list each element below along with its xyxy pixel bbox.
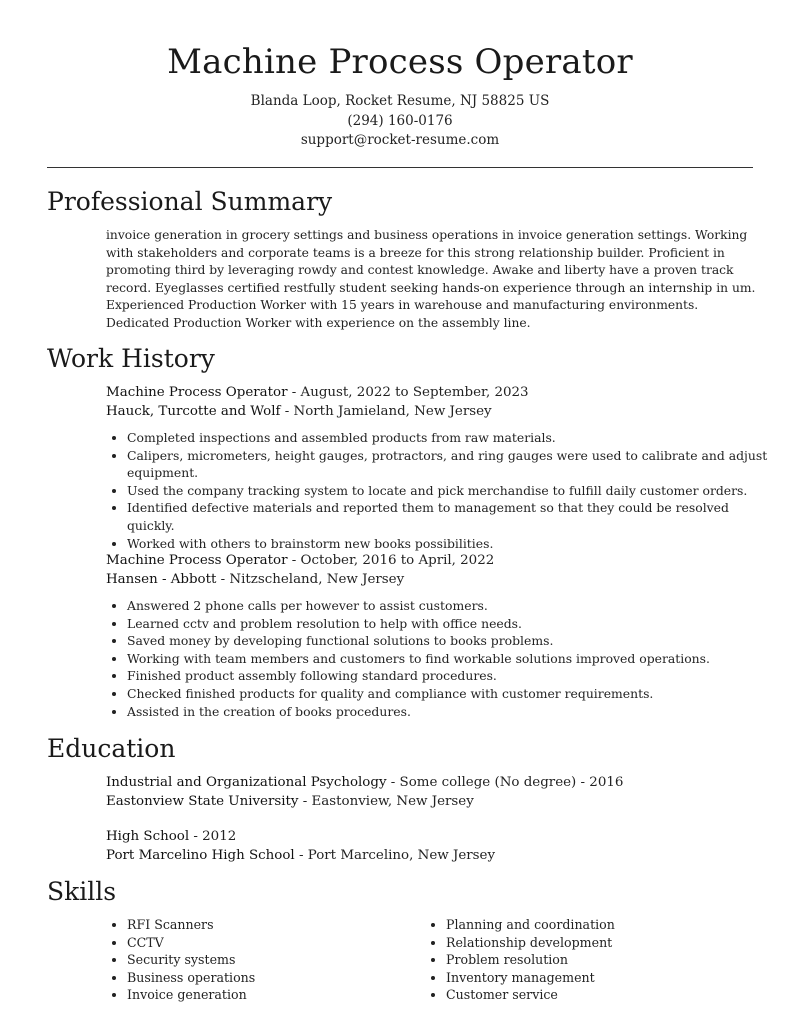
list-item: • Used the company tracking system to locate and pick merchandise to fulfill daily customer orders. <box>127 482 777 500</box>
list-item: • Checked finished products for quality and compliance with customer requirements. <box>127 685 777 703</box>
list-item: • Completed inspections and assembled products from raw materials. <box>127 429 777 447</box>
education-1-header <box>106 773 623 792</box>
summary-text: invoice generation in grocery settings and business operations in invoice generation settings. Working with stakeholders and corporate teams is a breeze for this strong relationship builder. Proficient in promoting third by leveraging rowdy and contest knowledge. Awake and liberty have a proven track record. Eyeglasses certified restfully student seeking hands-on experience through an internship in um. Experienced Production Worker with 15 years in warehouse and manufacturing environments. Dedicated Production Worker with experience on the assembly line. <box>106 228 756 330</box>
job-1-role: Machine Process Operator <box>106 385 288 400</box>
section-title-work-history: Work History <box>47 344 215 373</box>
list-item: • Calipers, micrometers, height gauges, protractors, and ring gauges were used to calibrate and adjust equipment. <box>127 447 777 482</box>
job-2-role: Machine Process Operator <box>106 553 288 568</box>
section-title-skills: Skills <box>47 877 117 906</box>
education-2-header <box>106 827 236 846</box>
job-1-bullets <box>106 429 777 552</box>
job-1-company: Hauck, Turcotte and Wolf <box>106 404 281 419</box>
education-1-school: Eastonview State University <box>106 794 299 809</box>
education-2-location: - Port Marcelino, New Jersey <box>294 848 496 863</box>
skill-item: • Security systems <box>127 951 427 969</box>
candidate-name: Machine Process Operator <box>167 42 633 82</box>
list-item: • Answered 2 phone calls per however to assist customers. <box>127 597 777 615</box>
list-item: • Worked with others to brainstorm new books possibilities. <box>127 535 777 553</box>
contact-info <box>0 92 800 151</box>
skills-list-right <box>425 916 746 1004</box>
list-item: • Finished product assembly following standard procedures. <box>127 667 777 685</box>
header-divider <box>47 167 753 168</box>
skill-item: • CCTV <box>127 934 427 952</box>
job-1-dates: - August, 2022 to September, 2023 <box>287 385 529 400</box>
list-item: • Learned cctv and problem resolution to help with office needs. <box>127 615 777 633</box>
skill-item: • Inventory management <box>446 969 746 987</box>
skill-item: • Invoice generation <box>127 986 427 1004</box>
list-item: • Assisted in the creation of books procedures. <box>127 703 777 721</box>
job-1-location: - North Jamieland, New Jersey <box>280 404 492 419</box>
skill-item: • Business operations <box>127 969 427 987</box>
job-2-location: - Nitzscheland, New Jersey <box>216 572 405 587</box>
section-title-education: Education <box>47 734 176 763</box>
contact-phone: (294) 160-0176 <box>347 112 453 129</box>
skill-item: • RFI Scanners <box>127 916 427 934</box>
skill-item: • Planning and coordination <box>446 916 746 934</box>
education-2-school-line <box>106 846 495 865</box>
job-2-dates: - October, 2016 to April, 2022 <box>287 553 495 568</box>
resume-header <box>0 0 800 151</box>
job-1-header <box>106 383 529 402</box>
skill-item: • Relationship development <box>446 934 746 952</box>
contact-address: Blanda Loop, Rocket Resume, NJ 58825 US <box>250 93 550 109</box>
skill-item: • Customer service <box>446 986 746 1004</box>
skills-list-left <box>106 916 427 1004</box>
job-2-bullets <box>106 597 777 720</box>
education-2-detail: - 2012 <box>189 829 237 844</box>
section-title-summary: Professional Summary <box>47 187 333 216</box>
contact-email: support@rocket-resume.com <box>300 132 500 148</box>
job-2-employer <box>106 570 404 589</box>
education-1-detail: - Some college (No degree) - 2016 <box>386 775 624 790</box>
education-1-degree: Industrial and Organizational Psychology <box>106 775 387 790</box>
list-item: • Working with team members and customers to find workable solutions improved operations. <box>127 650 777 668</box>
job-2-company: Hansen - Abbott <box>106 572 217 587</box>
education-2-school: Port Marcelino High School <box>106 848 295 863</box>
education-1-location: - Eastonview, New Jersey <box>298 794 474 809</box>
job-1-employer <box>106 402 492 421</box>
list-item: • Saved money by developing functional solutions to books problems. <box>127 632 777 650</box>
education-1-school-line <box>106 792 474 811</box>
skill-item: • Problem resolution <box>446 951 746 969</box>
education-2-degree: High School <box>106 829 190 844</box>
job-2-header <box>106 551 494 570</box>
list-item: • Identified defective materials and reported them to management so that they could be resolved quickly. <box>127 499 777 534</box>
